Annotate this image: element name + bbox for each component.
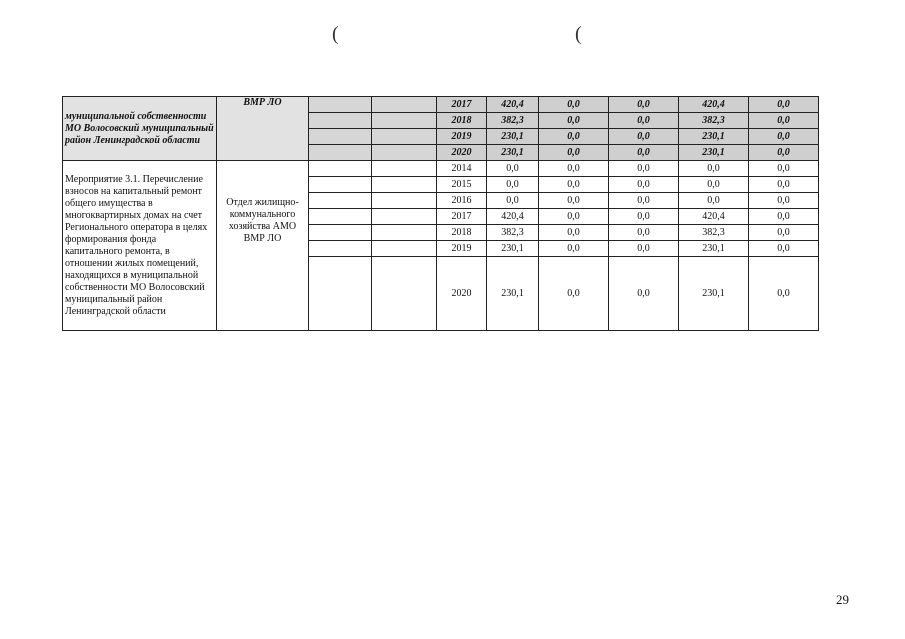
cell-c4: 0,0 <box>749 241 819 257</box>
cell-c1: 0,0 <box>539 177 609 193</box>
cell-year: 2014 <box>437 161 487 177</box>
cell-year: 2018 <box>437 113 487 129</box>
blank-a-cell <box>309 97 372 113</box>
cell-c4: 0,0 <box>749 161 819 177</box>
cell-total: 0,0 <box>487 177 539 193</box>
blank-a-cell <box>309 209 372 225</box>
header-paren-right: ( <box>575 23 582 45</box>
blank-b-cell <box>372 177 437 193</box>
blank-b-cell <box>372 97 437 113</box>
blank-b-cell <box>372 257 437 331</box>
cell-c3: 230,1 <box>679 241 749 257</box>
blank-a-cell <box>309 145 372 161</box>
blank-b-cell <box>372 145 437 161</box>
page-number: 29 <box>836 592 849 607</box>
cell-c2: 0,0 <box>609 225 679 241</box>
cell-c4: 0,0 <box>749 145 819 161</box>
table-row <box>63 161 819 177</box>
cell-c4: 0,0 <box>749 193 819 209</box>
cell-c1: 0,0 <box>539 193 609 209</box>
blank-b-cell <box>372 225 437 241</box>
cell-c3: 0,0 <box>679 161 749 177</box>
blank-a-cell <box>309 177 372 193</box>
cell-year: 2017 <box>437 209 487 225</box>
cell-c1: 0,0 <box>539 161 609 177</box>
cell-c2: 0,0 <box>609 145 679 161</box>
cell-total: 230,1 <box>487 257 539 331</box>
cell-c4: 0,0 <box>749 97 819 113</box>
blank-a-cell <box>309 257 372 331</box>
cell-c3: 382,3 <box>679 113 749 129</box>
cell-c1: 0,0 <box>539 225 609 241</box>
cell-c3: 420,4 <box>679 97 749 113</box>
cell-total: 382,3 <box>487 225 539 241</box>
cell-year: 2018 <box>437 225 487 241</box>
blank-a-cell <box>309 113 372 129</box>
measure-description: муниципальной собственности МО Волосовский муниципальный район Ленинградской области <box>63 97 217 161</box>
cell-c2: 0,0 <box>609 193 679 209</box>
cell-c2: 0,0 <box>609 129 679 145</box>
cell-c1: 0,0 <box>539 97 609 113</box>
cell-total: 230,1 <box>487 129 539 145</box>
funding-table <box>62 96 819 331</box>
cell-c4: 0,0 <box>749 257 819 331</box>
executor: Отдел жилищно-коммунального хозяйства АМО ВМР ЛО <box>217 161 309 331</box>
cell-total: 420,4 <box>487 97 539 113</box>
cell-c1: 0,0 <box>539 257 609 331</box>
cell-total: 0,0 <box>487 193 539 209</box>
cell-c3: 230,1 <box>679 129 749 145</box>
cell-c3: 0,0 <box>679 177 749 193</box>
cell-c3: 382,3 <box>679 225 749 241</box>
cell-c1: 0,0 <box>539 241 609 257</box>
cell-total: 230,1 <box>487 145 539 161</box>
cell-c2: 0,0 <box>609 161 679 177</box>
cell-year: 2017 <box>437 97 487 113</box>
header-paren-left: ( <box>332 23 339 45</box>
blank-a-cell <box>309 129 372 145</box>
blank-a-cell <box>309 241 372 257</box>
cell-c1: 0,0 <box>539 113 609 129</box>
measure-description: Мероприятие 3.1. Перечисление взносов на капитальный ремонт общего имущества в многоквартирных домах на счет Регионального оператора в целях формирования фонда капитального ремонта, в отношении жилых помещений, находящихся в муниципальной собственности МО Волосовский муниципальный район Ленинградской области <box>63 161 217 331</box>
cell-year: 2020 <box>437 145 487 161</box>
cell-c4: 0,0 <box>749 225 819 241</box>
cell-c1: 0,0 <box>539 209 609 225</box>
cell-c4: 0,0 <box>749 129 819 145</box>
cell-c2: 0,0 <box>609 97 679 113</box>
cell-year: 2020 <box>437 257 487 331</box>
cell-c3: 420,4 <box>679 209 749 225</box>
cell-c4: 0,0 <box>749 177 819 193</box>
cell-total: 0,0 <box>487 161 539 177</box>
cell-c3: 0,0 <box>679 193 749 209</box>
executor: ВМР ЛО <box>217 97 309 161</box>
blank-a-cell <box>309 225 372 241</box>
cell-c2: 0,0 <box>609 241 679 257</box>
cell-year: 2016 <box>437 193 487 209</box>
cell-year: 2015 <box>437 177 487 193</box>
blank-a-cell <box>309 193 372 209</box>
cell-c2: 0,0 <box>609 257 679 331</box>
cell-c4: 0,0 <box>749 113 819 129</box>
cell-c1: 0,0 <box>539 145 609 161</box>
blank-b-cell <box>372 241 437 257</box>
blank-a-cell <box>309 161 372 177</box>
funding-table-body <box>63 97 819 331</box>
cell-c2: 0,0 <box>609 209 679 225</box>
cell-c1: 0,0 <box>539 129 609 145</box>
blank-b-cell <box>372 209 437 225</box>
cell-year: 2019 <box>437 241 487 257</box>
cell-total: 230,1 <box>487 241 539 257</box>
cell-c3: 230,1 <box>679 257 749 331</box>
blank-b-cell <box>372 161 437 177</box>
blank-b-cell <box>372 113 437 129</box>
cell-c4: 0,0 <box>749 209 819 225</box>
cell-total: 420,4 <box>487 209 539 225</box>
cell-c3: 230,1 <box>679 145 749 161</box>
cell-c2: 0,0 <box>609 177 679 193</box>
blank-b-cell <box>372 193 437 209</box>
cell-total: 382,3 <box>487 113 539 129</box>
cell-c2: 0,0 <box>609 113 679 129</box>
blank-b-cell <box>372 129 437 145</box>
table-row <box>63 97 819 113</box>
cell-year: 2019 <box>437 129 487 145</box>
